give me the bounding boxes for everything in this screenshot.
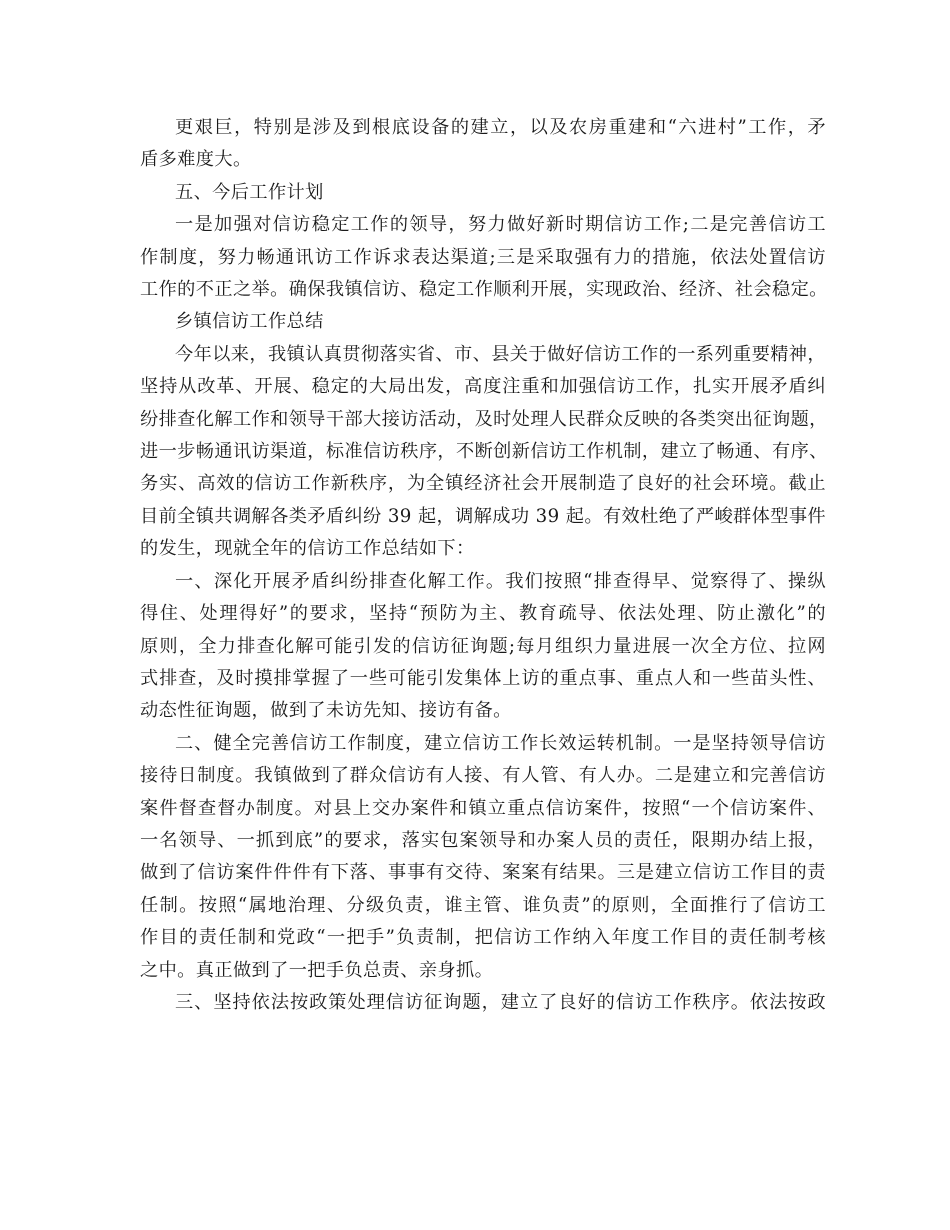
text-line: 三、坚持依法按政策处理信访征询题，建立了良好的信访工作秩序。依法按政 [175, 991, 826, 1013]
text-line: 接待日制度。我镇做到了群众信访有人接、有人管、有人办。二是建立和完善信访 [140, 765, 826, 787]
text-line: 得住、处理得好”的要求，坚持“预防为主、教育疏导、依法处理、防止激化”的 [140, 603, 826, 625]
paragraph-section-3 [140, 987, 826, 1019]
text-line: 作制度，努力畅通讯访工作诉求表达渠道;三是采取强有力的措施，依法处置信访 [140, 246, 826, 268]
text-line: 作目的责任制和党政“一把手”负责制，把信访工作纳入年度工作目的责任制考核 [140, 927, 826, 949]
text-line: 原则，全力排查化解可能引发的信访征询题;每月组织力量进展一次全方位、拉网 [140, 635, 826, 657]
text-line: 做到了信访案件件件有下落、事事有交待、案案有结果。三是建立信访工作目的责 [140, 862, 826, 884]
text-line: 纷排查化解工作和领导干部大接访活动，及时处理人民群众反映的各类突出征询题， [140, 408, 828, 430]
text-line: 今年以来，我镇认真贯彻落实省、市、县关于做好信访工作的一系列重要精神， [175, 343, 826, 365]
text-line: 工作的不正之举。确保我镇信访、稳定工作顺利开展，实现政治、经济、社会稳定。 [140, 279, 828, 301]
text-line: 更艰巨，特别是涉及到根底设备的建立，以及农房重建和“六进村”工作，矛 [175, 117, 826, 138]
text-line: 之中。真正做到了一把手负总责、亲身抓。 [140, 959, 494, 981]
text-line: 二、健全完善信访工作制度，建立信访工作长效运转机制。一是坚持领导信访 [175, 732, 826, 754]
text-line: 进一步畅通讯访渠道，标准信访秩序，不断创新信访工作机制，建立了畅通、有序、 [140, 441, 828, 463]
text-line: 坚持从改革、开展、稳定的大局出发，高度注重和加强信访工作，扎实开展矛盾纠 [140, 376, 826, 398]
section-heading-plan [140, 177, 826, 209]
document-body [140, 112, 826, 1019]
document-title [140, 306, 826, 338]
text-line: 一名领导、一抓到底”的要求，落实包案领导和办案人员的责任，限期办结上报， [140, 829, 826, 851]
text-line: 任制。按照“属地治理、分级负责，谁主管、谁负责”的原则，全面推行了信访工 [140, 894, 826, 916]
paragraph-plan [140, 209, 826, 306]
text-line: 五、今后工作计划 [175, 181, 324, 203]
paragraph-continuation [140, 112, 826, 177]
text-line: 目前全镇共调解各类矛盾纠纷 39 起，调解成功 39 起。有效杜绝了严峻群体型事件 [140, 505, 826, 527]
text-line: 乡镇信访工作总结 [175, 311, 324, 333]
text-line: 盾多难度大。 [140, 149, 252, 171]
text-line: 动态性征询题，做到了未访先知、接访有备。 [140, 700, 512, 722]
text-line: 的发生，现就全年的信访工作总结如下： [140, 538, 475, 560]
paragraph-section-1 [140, 566, 826, 728]
text-line: 一、深化开展矛盾纠纷排查化解工作。我们按照“排查得早、觉察得了、操纵 [175, 570, 826, 592]
text-line: 务实、高效的信访工作新秩序，为全镇经济社会开展制造了良好的社会环境。截止 [140, 473, 826, 495]
paragraph-section-2 [140, 728, 826, 987]
text-line: 一是加强对信访稳定工作的领导，努力做好新时期信访工作;二是完善信访工 [175, 214, 826, 236]
paragraph-intro [140, 339, 826, 566]
text-line: 案件督查督办制度。对县上交办案件和镇立重点信访案件，按照“一个信访案件、 [140, 797, 826, 819]
text-line: 式排查，及时摸排掌握了一些可能引发集体上访的重点事、重点人和一些苗头性、 [140, 667, 826, 689]
